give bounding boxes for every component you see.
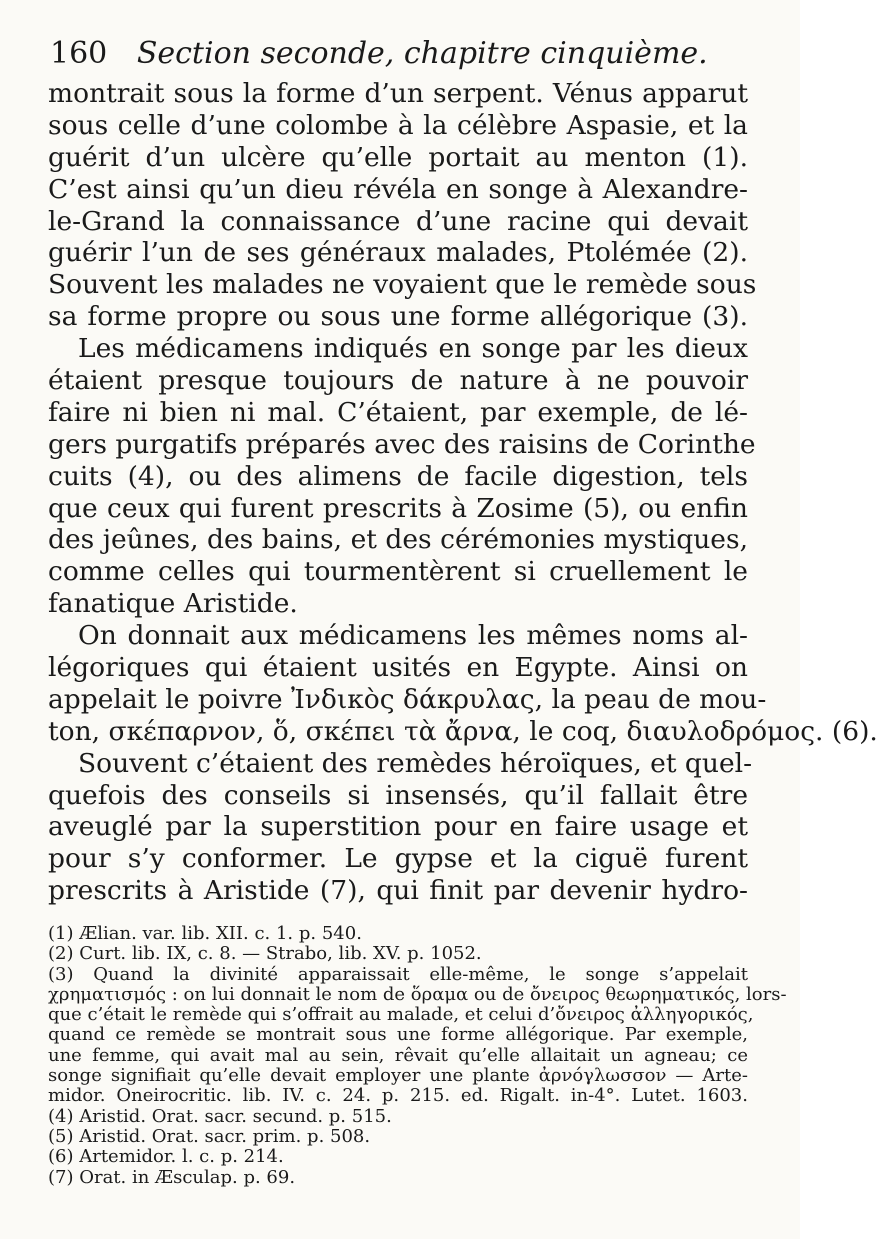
text-line: On donnait aux médicamens les mêmes noms al- — [78, 620, 748, 652]
footnote-line: quand ce remède se montrait sous une forme allégorique. Par exemple, — [48, 1024, 748, 1046]
text-line: des jeûnes, des bains, et des cérémonies mystiques, — [48, 524, 748, 556]
text-line: sous celle d’une colombe à la célèbre Aspasie, et la — [48, 109, 748, 141]
text-line: gers purgatifs préparés avec des raisins de Corinthe — [48, 428, 756, 460]
footnote-line: que c’était le remède qui s’offrait au malade, et celui d’ὄνειρος ἀλληγορικός, — [48, 1004, 754, 1026]
body-text — [48, 78, 878, 907]
footnote-line: χρηματισμός : on lui donnait le nom de ὅραμα ou de ὄνειρος θεωρηματικός, lors- — [48, 983, 787, 1005]
text-line: pour s’y conformer. Le gypse et la ciguë furent — [48, 843, 748, 875]
text-line: C’est ainsi qu’un dieu révéla en songe à Alexandre- — [48, 173, 748, 205]
text-line: comme celles qui tourmentèrent si cruellement le — [48, 556, 748, 588]
footnote-line: une femme, qui avait mal au sein, rêvait qu’elle allaitait un agneau; ce — [48, 1044, 748, 1066]
footnote-line: (4) Aristid. Orat. sacr. secund. p. 515. — [48, 1105, 392, 1127]
footnote-line: (5) Aristid. Orat. sacr. prim. p. 508. — [48, 1125, 371, 1147]
text-line: Souvent les malades ne voyaient que le remède sous — [48, 269, 757, 301]
text-line: prescrits à Aristide (7), qui finit par devenir hydro- — [48, 875, 748, 907]
running-title: Section seconde, chapitre cinquième. — [136, 36, 708, 71]
text-line: étaient presque toujours de nature à ne pouvoir — [48, 365, 748, 397]
footnote-line: (3) Quand la divinité apparaissait elle-même, le songe s’appelait — [48, 963, 748, 985]
text-line: faire ni bien ni mal. C’étaient, par exemple, de lé- — [48, 396, 748, 428]
text-line: quefois des conseils si insensés, qu’il fallait être — [48, 779, 748, 811]
text-line: aveuglé par la superstition pour en faire usage et — [48, 811, 748, 843]
text-line: fanatique Aristide. — [48, 588, 298, 620]
text-line: cuits (4), ou des alimens de facile digestion, tels — [48, 460, 748, 492]
text-line: appelait le poivre Ἰνδικὸς δάκρυλας, la peau de mou- — [48, 683, 767, 715]
text-line: Les médicamens indiqués en songe par les dieux — [78, 333, 748, 365]
text-line: ton, σκέπαρνον, ὅ, σκέπει τὰ ἄρνα, le coq, διαυλοδρόμος. (6). — [48, 715, 878, 747]
text-line: Souvent c’étaient des remèdes héroïques, et quel- — [78, 747, 753, 779]
text-line: guérit d’un ulcère qu’elle portait au menton (1). — [48, 141, 748, 173]
footnote-line: (7) Orat. in Æsculap. p. 69. — [48, 1166, 296, 1188]
footnote-line: songe signifiait qu’elle devait employer une plante ἀρνόγλωσσον — Arte- — [48, 1065, 748, 1087]
text-line: guérir l’un de ses généraux malades, Ptolémée (2). — [48, 237, 748, 269]
text-line: que ceux qui furent prescrits à Zosime (5), ou enfin — [48, 492, 748, 524]
text-line: le-Grand la connaissance d’une racine qui devait — [48, 205, 748, 237]
footnotes — [48, 923, 787, 1188]
text-line: montrait sous la forme d’un serpent. Vénus apparut — [48, 78, 748, 109]
page-number: 160 — [50, 36, 108, 71]
footnote-line: midor. Oneirocritic. lib. IV. c. 24. p. 215. ed. Rigalt. in-4°. Lutet. 1603. — [48, 1085, 748, 1107]
footnote-line: (6) Artemidor. l. c. p. 214. — [48, 1146, 284, 1168]
text-line: légoriques qui étaient usités en Egypte. Ainsi on — [48, 652, 748, 684]
text-line: sa forme propre ou sous une forme allégorique (3). — [48, 301, 748, 333]
footnote-line: (1) Ælian. var. lib. XII. c. 1. p. 540. — [48, 923, 362, 944]
footnote-line: (2) Curt. lib. IX, c. 8. — Strabo, lib. XV. p. 1052. — [48, 943, 482, 965]
page-header — [50, 30, 770, 78]
